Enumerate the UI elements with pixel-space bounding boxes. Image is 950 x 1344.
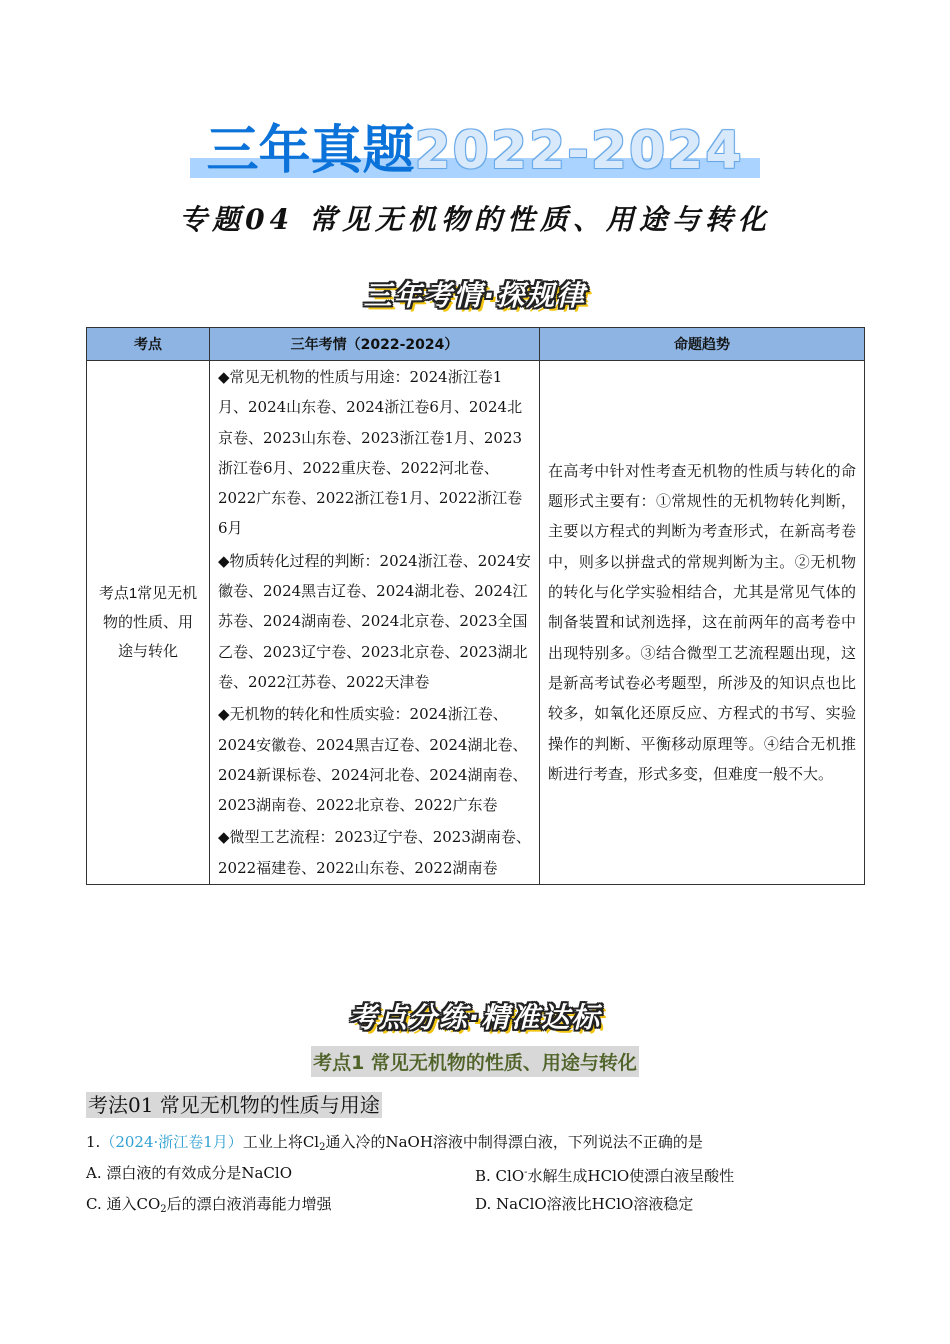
table-row: [87, 361, 865, 885]
kaoqing-item: ◆无机物的转化和性质实验：2024浙江卷、2024安徽卷、2024黑吉辽卷、2024湖北卷、2024新课标卷、2024河北卷、2024湖南卷、2023湖南卷、2022北京卷、2022广东卷: [218, 705, 528, 815]
option-b-part-a: B. ClO: [475, 1167, 525, 1185]
kaodian-heading-text: 考点1 常见无机物的性质、用途与转化: [311, 1046, 639, 1077]
option-a[interactable]: A. 漂白液的有效成分是NaClO: [86, 1164, 293, 1182]
stem-part-a: 工业上将Cl: [242, 1133, 320, 1151]
kaodian-heading: [0, 1046, 950, 1077]
trend-cell: 在高考中针对性考查无机物的性质与转化的命题形式主要有：①常规性的无机物转化判断，主要以方程式的判断为考查形式，在新高考卷中，则多以拼盘式的常规判断为主。②无机物的转化与化学实验相结合，尤其是常见气体的制备装置和试剂选择，这在前两年的高考卷中出现特别多。③结合微型工艺流程题出现，这是新高考试卷必考题型，所涉及的知识点也比较多，如氧化还原反应、方程式的书写、实验操作的判断、平衡移动原理等。④结合无机推断进行考查，形式多变，但难度一般不大。: [540, 361, 865, 885]
question-number: 1.: [86, 1133, 101, 1151]
kaodian-cell: 考点1常见无机物的性质、用途与转化: [87, 361, 210, 885]
option-c-subscript: 2: [160, 1204, 167, 1215]
option-c-part-c: 后的漂白液消毒能力增强: [166, 1195, 332, 1213]
section-ribbon-analysis: 三年考情·探规律: [363, 279, 587, 312]
section-ribbon-practice: 考点分练·精准达标: [348, 1001, 602, 1034]
header-kaodian: 考点: [87, 328, 210, 361]
option-c-part-a: C. 通入CO: [86, 1195, 161, 1213]
question-stem: [86, 1131, 703, 1159]
header-kaoqing: 三年考情（2022-2024）: [210, 328, 540, 361]
stem-subscript: 2: [319, 1142, 326, 1153]
kaoqing-item: ◆物质转化过程的判断：2024浙江卷、2024安徽卷、2024黑吉辽卷、2024湖北卷、2024江苏卷、2024湖南卷、2024北京卷、2023全国乙卷、2023辽宁卷、2023北京卷、2023湖北卷、2022江苏卷、2022天津卷: [218, 551, 531, 691]
option-b-part-c: 水解生成HClO使漂白液呈酸性: [527, 1167, 735, 1185]
stem-part-c: 通入冷的NaOH溶液中制得漂白液，下列说法不正确的是: [325, 1133, 703, 1151]
exam-analysis-table: [86, 327, 865, 885]
kaoqing-cell: [210, 361, 540, 885]
option-b[interactable]: [475, 1162, 734, 1187]
banner-part2: 2022-2024: [414, 121, 744, 181]
option-d[interactable]: D. NaClO溶液比HClO溶液稳定: [475, 1195, 694, 1213]
header-trend: 命题趋势: [540, 328, 865, 361]
banner-text: [190, 118, 760, 188]
banner-part1: 三年真题: [206, 121, 415, 181]
option-b-superscript: -: [524, 1167, 528, 1178]
table-header-row: [87, 328, 865, 361]
kaoqing-item: ◆常见无机物的性质与用途：2024浙江卷1月、2024山东卷、2024浙江卷6月、2024北京卷、2023山东卷、2023浙江卷1月、2023浙江卷6月、2022重庆卷、2022河北卷、2022广东卷、2022浙江卷1月、2022浙江卷6月: [218, 368, 523, 538]
kaoqing-item: ◆微型工艺流程：2023辽宁卷、2023湖南卷、2022福建卷、2022山东卷、2022湖南卷: [218, 828, 531, 877]
question-source: （2024·浙江卷1月）: [100, 1133, 243, 1151]
kaofa-heading: 考法01 常见无机物的性质与用途: [88, 1093, 380, 1117]
page-title: 专题04 常见无机物的性质、用途与转化: [179, 203, 771, 236]
option-c[interactable]: [86, 1193, 332, 1221]
banner: [190, 118, 760, 188]
